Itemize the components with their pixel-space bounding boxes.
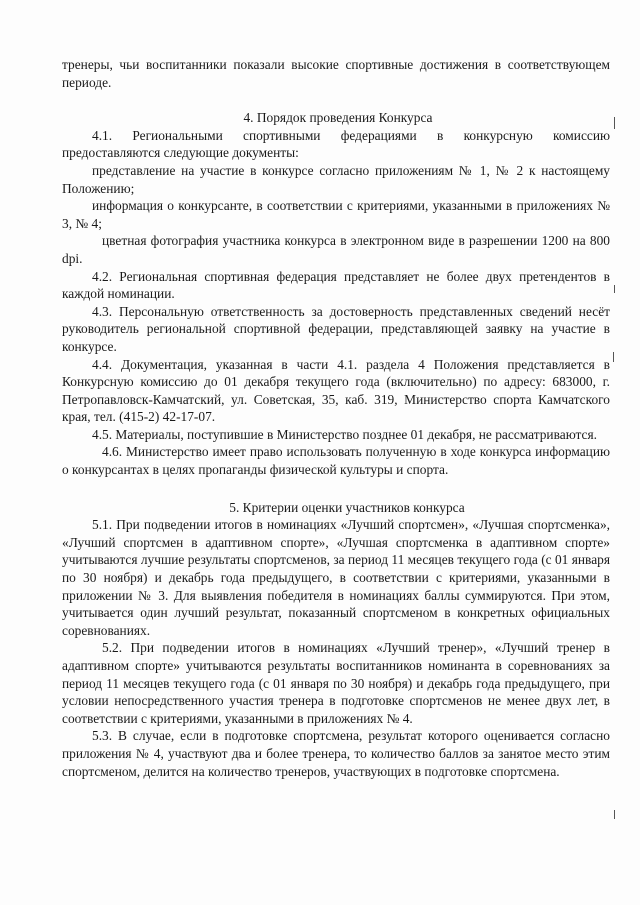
- document-body: [62, 56, 610, 780]
- paragraph-4-3: 4.3. Персональную ответственность за достоверность представленных сведений несёт руководитель региональной спортивной федерации, представляющей заявку на участие в конкурсе.: [62, 303, 610, 354]
- scan-artifact-mark: [614, 810, 615, 819]
- intro-paragraph: тренеры, чьи воспитанники показали высокие спортивные достижения в соответствующем периоде.: [62, 57, 610, 90]
- scan-artifact-mark: [613, 352, 614, 362]
- paragraph-5-1: 5.1. При подведении итогов в номинациях «Лучший спортсмен», «Лучшая спортсменка», «Лучший спортсмен в адаптивном спорте», «Лучшая спортсменка в адаптивном спорте» учитываются лучшие результаты спортсменов, за период 11 месяцев текущего года (с 01 января по 30 ноября) и декабрь года предыдущего, в соответствии с критериями, указанными в приложении № 3. Для выявления победителя в номинациях баллы суммируются. При этом, учитывается один лучший результат, показанный спортсменом в конкретных официальных соревнованиях.: [62, 517, 610, 638]
- section-4-heading: 4. Порядок проведения Конкурса: [243, 110, 433, 126]
- paragraph-4-5: 4.5. Материалы, поступившие в Министерство позднее 01 декабря, не рассматриваются.: [92, 426, 597, 442]
- list-item-color-photo: цветная фотография участника конкурса в электронном виде в разрешении 1200 на 800 dpi.: [62, 233, 610, 266]
- list-item-representation: представление на участие в конкурсе согласно приложениям № 1, № 2 к настоящему Положению;: [62, 162, 610, 196]
- paragraph-5-2: 5.2. При подведении итогов в номинациях «Лучший тренер», «Лучший тренер в адаптивном спорте» учитываются результаты воспитанников номинанта в соревнованиях за период 11 месяцев текущего года (с 01 января по 30 ноября) и декабрь года предыдущего, при условии непосредственного участия тренера в подготовке спортсменов не менее двух лет, в соответствии с критериями, указанными в приложениях № 4.: [62, 640, 610, 726]
- section-5-heading: 5. Критерии оценки участников конкурса: [229, 499, 465, 515]
- paragraph-4-1: 4.1. Региональными спортивными федерациями в конкурсную комиссию предоставляются следующие документы:: [62, 127, 610, 161]
- paragraph-4-4: 4.4. Документация, указанная в части 4.1. раздела 4 Положения представляется в Конкурсную комиссию до 01 декабря текущего года (включительно) по адресу: 683000, г. Петропавловск-Камчатский, ул. Советская, 35, каб. 319, Министерство спорта Камчатского края, тел. (415-2) 42-17-07.: [62, 356, 610, 425]
- paragraph-4-6: 4.6. Министерство имеет право использовать полученную в ходе конкурса информацию о конкурсантах в целях пропаганды физической культуры и спорта.: [62, 444, 610, 478]
- scan-artifact-mark: [614, 117, 615, 129]
- paragraph-4-2: 4.2. Региональная спортивная федерация представляет не более двух претендентов в каждой номинации.: [62, 268, 610, 302]
- scan-artifact-mark: [614, 285, 615, 293]
- list-item-contestant-info: информация о конкурсанте, в соответствии с критериями, указанными в приложениях № 3, № 4;: [62, 198, 610, 231]
- paragraph-5-3: 5.3. В случае, если в подготовке спортсмена, результат которого оценивается согласно приложения № 4, участвуют два и более тренера, то количество баллов за занятое место этим спортсменом, делится на количество тренеров, участвующих в подготовке спортсмена.: [62, 728, 610, 779]
